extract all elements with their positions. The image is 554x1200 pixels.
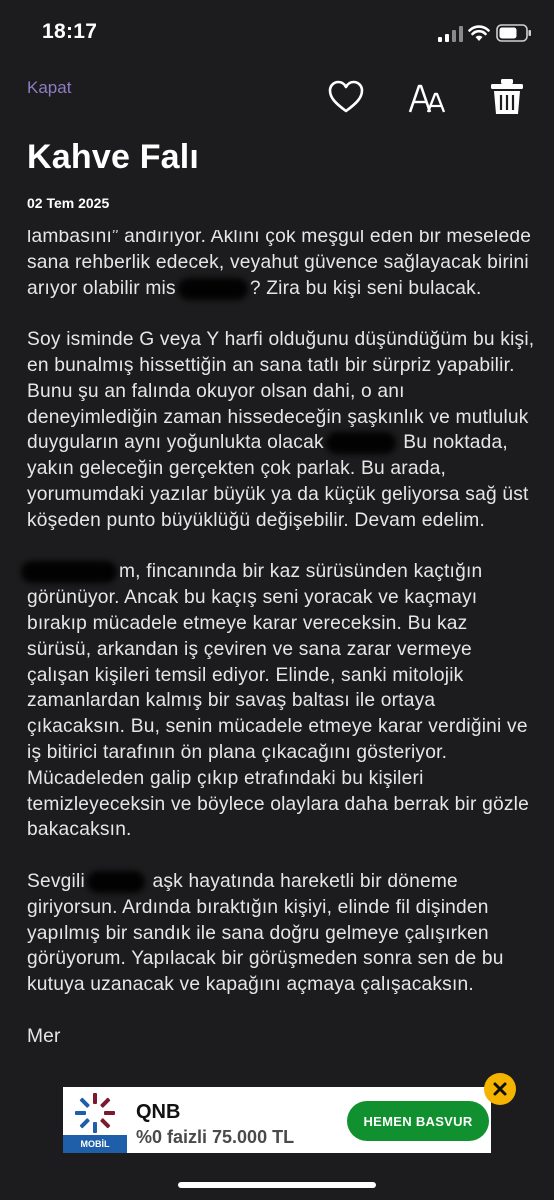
paragraph-text: ? Zira bu kişi seni bulacak. <box>249 277 482 299</box>
paragraph <box>27 230 537 301</box>
reading-text <box>27 230 537 1075</box>
ad-banner[interactable] <box>63 1087 491 1153</box>
redacted-name <box>178 278 248 300</box>
redacted-name <box>326 432 396 454</box>
ad-brand: QNB <box>136 1101 181 1123</box>
redacted-name <box>21 561 117 583</box>
close-icon <box>492 1081 508 1097</box>
heart-icon[interactable] <box>327 78 365 116</box>
paragraph <box>27 1024 537 1050</box>
status-bar <box>0 0 554 66</box>
status-time: 18:17 <box>42 20 98 43</box>
paragraph-text: aşk hayatında hareketli bir döneme giriyorsun. Ardında bıraktığın kişiyi, elinde fil dişinden yapılmış bir sandık ile sana doğru gelmeye çalışırken görüyorum. Yapılacak bir görüşmeden sonra sen de bu kutuya uzanacak ve kapağını açmaya çalışacaksın. <box>27 870 504 996</box>
battery-icon <box>496 24 532 42</box>
paragraph <box>27 869 537 998</box>
paragraph-text: Soy isminde G veya Y harfi olduğunu düşündüğüm bu kişi, en bunalmış hissettiğin an sana tatlı bir sürpriz yapabilir. Bunu şu an falında okuyor olsan dahi, o anı deneyimlediğin zaman hissedeceğin şaşkınlık ve mutluluk duyguların aynı yoğunlukta olacak <box>27 329 535 454</box>
paragraph-text: Bu noktada, yakın geleceğin gerçekten çok parlak. Bu arada, yorumumdaki yazılar büyük ya da küçük geliyorsa sağ üst köşeden punto büyüklüğü değişebilir. Devam edelim. <box>27 432 529 531</box>
paragraph-text: lambasını” andırıyor. Aklını çok meşgul eden bir meselede sana rehberlik edecek, veyahut güvence sağlayacak birini arıyor olabilir mis <box>27 230 532 299</box>
home-indicator[interactable] <box>178 1182 376 1188</box>
trash-icon[interactable] <box>490 78 524 116</box>
paragraph-text: Sevgili <box>27 870 85 892</box>
reading-date: 02 Tem 2025 <box>27 195 110 211</box>
ad-close-button[interactable] <box>484 1073 516 1105</box>
paragraph <box>27 327 537 533</box>
cellular-signal-icon <box>438 26 464 42</box>
paragraph <box>27 559 537 843</box>
ad-apply-button[interactable]: HEMEN BASVUR <box>347 1101 489 1141</box>
ad-mobil-badge: MOBİL <box>63 1135 127 1153</box>
wifi-icon <box>468 24 490 42</box>
font-size-icon[interactable] <box>408 80 446 116</box>
redacted-name <box>87 871 145 893</box>
ad-tagline: %0 faizli 75.000 TL <box>136 1127 295 1147</box>
paragraph-text: Mer <box>27 1025 61 1047</box>
page-title: Kahve Falı <box>27 138 200 176</box>
paragraph-text: m, fincanında bir kaz sürüsünden kaçtığın görünüyor. Ancak bu kaçış seni yoracak ve kaçmayı bırakıp mücadele etmeye karar vereceksin. Bu kaz sürüsü, arkandan iş çeviren ve sana zarar vermeye çalışan kişileri temsil ediyor. Elinde, sanki mitolojik zamanlardan kalmış bir savaş baltası ile ortaya çıkacaksın. Bu, senin mücadele etmeye karar verdiğini ve iş bitirici tarafının ön plana çıkacağını gösteriyor. Mücadeleden galip çıkıp etrafındaki bu kişileri temizleyeceksin ve böylece olaylara daha berrak bir gözle bakacaksın. <box>27 561 530 841</box>
close-button[interactable]: Kapat <box>27 78 72 97</box>
reading-scroll-area[interactable] <box>0 230 554 1155</box>
